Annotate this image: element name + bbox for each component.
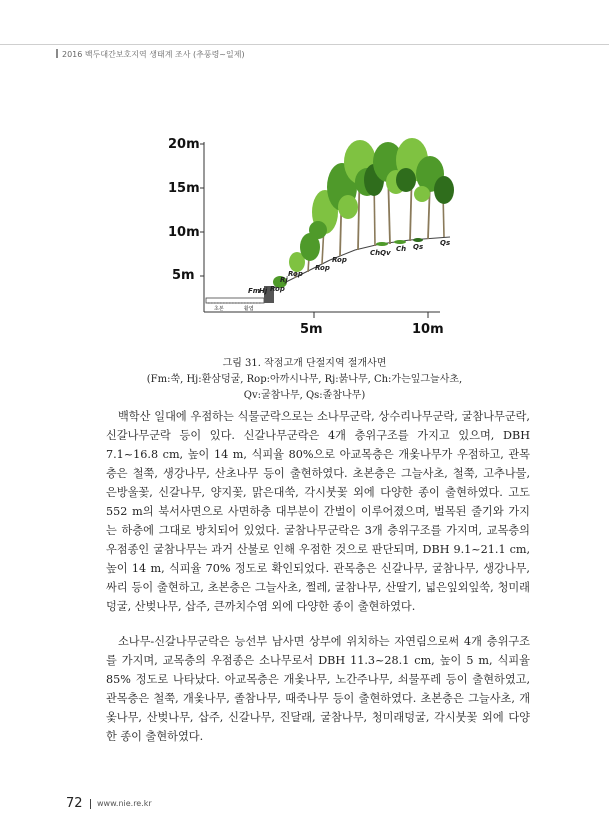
foliage-tall <box>344 138 454 204</box>
paragraph-1-text: 백학산 일대에 우점하는 식물군락으로는 소나무군락, 상수리나무군락, 굴참나무군락, 신갈나무군락 등이 있다. 신갈나무군락은 4개 층위구조를 가지고 있으며, DBH 7.1~16.8 cm, 높이 14 m, 식피율 80%으로 아교목층은 개옻나무가 우점하고, 관목층은 철쭉, 생강나무, 산초나무 등이 출현하였다. 초본층은 그늘사초, 철쭉, 고추나물, 은방울꽃, 신갈나무, 양지꽃, 맑은대쑥, 각시붓꽃 외에 다양한 종이 출현하였다. 고도 552 m의 북서사면으로 사면하층 대부분이 간벌이 이루어졌으며, 벌목된 줄기와 가지는 하층에 그대로 방치되어 있었다. 굴참나무군락은 3개 층위구조를 가지며, 교목층의 우점종인 굴참나무는 과거 산불로 인해 우점한 것으로 판단되며, DBH 9.1~21.1 cm, 높이 14 m, 식피율 70% 정도로 확인되었다. 관목층은 신갈나무, 굴참나무, 생강나무, 싸리 등이 출현하고, 초본층은 그늘사초, 쩔레, 굴참나무, 산딸기, 넓은잎외잎쑥, 청미래덩굴, 산벚나무, 삽주, 큰까치수염 외에 다양한 종이 출현하였다. <box>106 410 530 613</box>
ground-label-herb: 초본 <box>214 306 224 312</box>
figure-caption-line2: (Fm:쑥, Hj:환삼덩굴, Rop:아까시나무, Rj:붉나무, Ch:가는잎그늘사초, <box>146 374 463 385</box>
profile-drawing <box>160 82 460 344</box>
y-label-15m: 15m <box>168 181 200 196</box>
paragraph-1 <box>106 407 530 616</box>
species-label-rop: Rop <box>288 270 303 278</box>
species-label-qs: Qs <box>413 243 424 251</box>
x-label-5m: 5m <box>300 322 323 337</box>
species-label-ch: Ch <box>396 245 407 253</box>
footer-divider <box>90 799 91 809</box>
header-marker <box>56 49 58 58</box>
species-label-hj: Hj <box>259 287 268 295</box>
figure-caption-line1: 그림 31. 작점고개 단절지역 절개사면 <box>222 358 387 369</box>
running-title: 2016 백두대간보호지역 생태계 조사 (추풍령~일제) <box>62 50 245 59</box>
slope-profile-figure <box>160 82 460 344</box>
header-rule <box>0 44 609 45</box>
paragraph-2-text: 소나무-신갈나무군락은 능선부 남사면 상부에 위치하는 자연림으로써 4개 층위구조를 가지며, 교목층의 우점종은 소나무로서 DBH 11.3~28.1 cm, 높이 5 m, 식피율 85% 정도로 나타났다. 아교목층은 개옻나무, 노간주나무, 쇠물푸레 등이 출현하였고, 관목층은 철쭉, 개옻나무, 졸참나무, 때죽나무 등이 출현하였다. 초본층은 그늘사초, 개옻나무, 산벚나무, 삽주, 신갈나무, 진달래, 굴참나무, 청미래덩굴, 각시붓꽃 외에 다양한 종이 출현하였다. <box>106 635 530 743</box>
flat-ground <box>206 298 264 303</box>
species-label-rop: Rop <box>270 285 285 293</box>
y-label-20m: 20m <box>168 137 200 152</box>
species-label-rop: Rop <box>332 256 347 264</box>
species-label-rj: Rj <box>280 276 288 284</box>
y-label-10m: 10m <box>168 225 200 240</box>
figure-caption-line3: Qv:굴참나무, Qs:졸참나무) <box>243 390 366 401</box>
paragraph-2 <box>106 632 530 746</box>
x-label-10m: 10m <box>412 322 444 337</box>
ground-label-wood: 활엽 <box>244 306 254 312</box>
species-label-qs: Qs <box>440 239 451 247</box>
species-label-chqv: ChQv <box>370 249 391 257</box>
page-number: 72 <box>66 796 83 811</box>
species-label-rop: Rop <box>315 264 330 272</box>
page-header <box>0 0 609 58</box>
y-label-5m: 5m <box>172 268 195 283</box>
species-label-fm: Fm <box>248 287 261 295</box>
footer-url[interactable]: www.nie.re.kr <box>97 799 152 808</box>
